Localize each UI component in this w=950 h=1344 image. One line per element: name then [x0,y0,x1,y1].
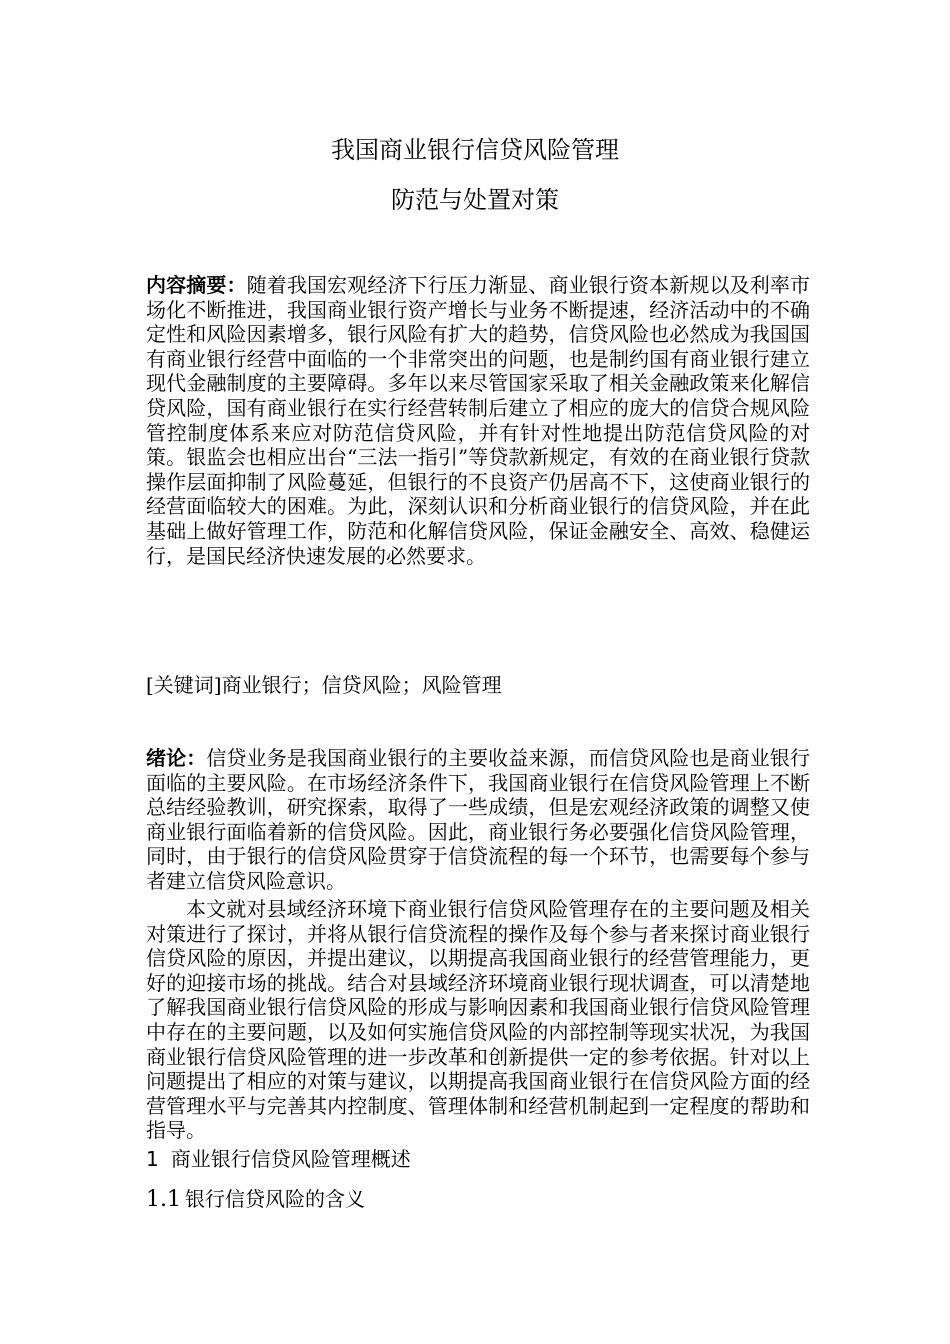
section-1-number: 1 [146,1147,159,1171]
section-1-1-title: 银行信贷风险的含义 [185,1187,365,1211]
abstract-label: 内容摘要： [146,273,247,297]
abstract-text: 随着我国宏观经济下行压力渐显、商业银行资本新规以及利率市场化不断推进，我国商业银行资产增长与业务不断提速，经济活动中的不确定性和风险因素增多，银行风险有扩大的趋势，信贷风险也必然成为我国国有商业银行经营中面临的一个非常突出的问题，也是制约国有商业银行建立现代金融制度的主要障碍。多年以来尽管国家采取了相关金融政策来化解信贷风险，国有商业银行在实行经营转制后建立了相应的庞大的信贷合规风险管控制度体系来应对防范信贷风险，并有针对性地提出防范信贷风险的对策。银监会也相应出台“三法一指引”等贷款新规定，有效的在商业银行贷款操作层面抑制了风险蔓延，但银行的不良资产仍居高不下，这使商业银行的经营面临较大的困难。为此，深刻认识和分析商业银行的信贷风险，并在此基础上做好管理工作，防范和化解信贷风险，保证金融安全、高效、稳健运行，是国民经济快速发展的必然要求。 [146,273,810,568]
section-1-title: 商业银行信贷风险管理概述 [170,1147,411,1171]
introduction-paragraph-2: 本文就对县域经济环境下商业银行信贷风险管理存在的主要问题及相关对策进行了探讨，并将从银行信贷流程的操作及每个参与者来探讨商业银行信贷风险的原因，并提出建议，以期提高我国商业银行的经营管理能力，更好的迎接市场的挑战。结合对县域经济环境商业银行现状调查，可以清楚地了解我国商业银行信贷风险的形成与影响因素和我国商业银行信贷风险管理中存在的主要问题，以及如何实施信贷风险的内部控制等现实状况，为我国商业银行信贷风险管理的进一步改革和创新提供一定的参考依据。针对以上问题提出了相应的对策与建议，以期提高我国商业银行在信贷风险方面的经营管理水平与完善其内控制度、管理体制和经营机制起到一定程度的帮助和指导。 [146,897,810,1143]
document-title-line2: 防范与处置对策 [391,186,559,214]
introduction-text: 信贷业务是我国商业银行的主要收益来源，而信贷风险也是商业银行面临的主要风险。在市场经济条件下，我国商业银行在信贷风险管理上不断总结经验教训，研究探索，取得了一些成绩，但是宏观经济政策的调整又使商业银行面临着新的信贷风险。因此，商业银行务必要强化信贷风险管理，同时，由于银行的信贷风险贯穿于信贷流程的每一个环节，也需要每个参与者建立信贷风险意识。 [146,746,810,893]
section-1-1-number: 1.1 [146,1187,181,1212]
keywords-line: [关键词]商业银行；信贷风险；风险管理 [146,673,502,697]
introduction-paragraph [146,746,810,894]
document-title-line1: 我国商业银行信贷风险管理 [331,136,619,164]
section-1-heading [146,1145,411,1173]
introduction-label: 绪论： [146,746,207,770]
abstract-paragraph [146,273,810,568]
section-1-1-heading [146,1184,365,1215]
